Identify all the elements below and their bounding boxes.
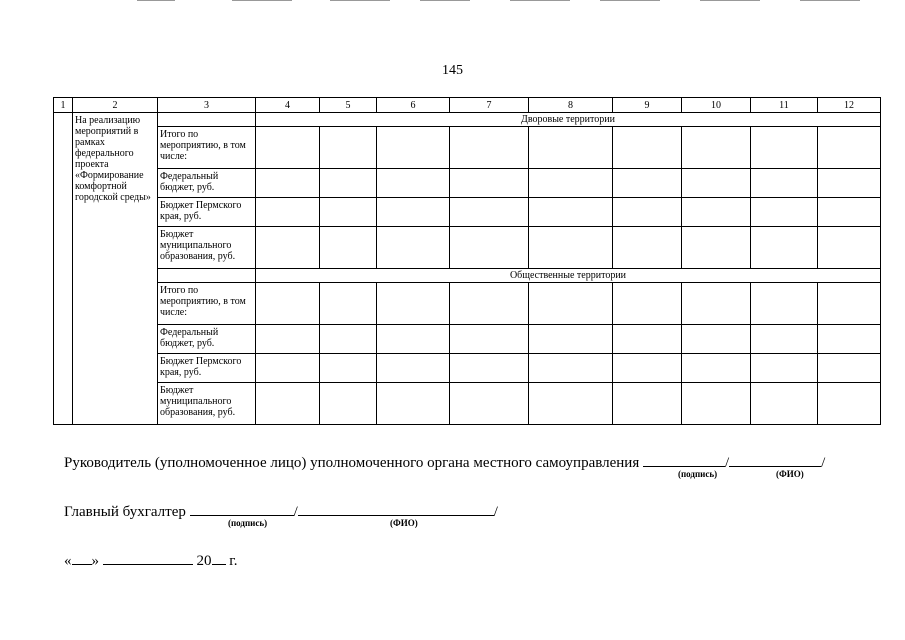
column-header: 5 (320, 98, 377, 113)
section-spacer (158, 269, 256, 283)
accountant-label: Главный бухгалтер (64, 504, 186, 520)
date-year-prefix: 20 (196, 553, 212, 569)
top-edge-lines (0, 0, 905, 4)
column-header: 3 (158, 98, 256, 113)
table-row (54, 198, 881, 227)
row-label: Итого по мероприятию, в том числе: (158, 127, 256, 169)
row-label: Итого по мероприятию, в том числе: (158, 283, 256, 325)
accountant-signature-line (64, 501, 498, 521)
section-title: Дворовые территории (256, 113, 881, 127)
section-spacer (158, 113, 256, 127)
column-header: 6 (377, 98, 450, 113)
table-row (54, 169, 881, 198)
date-year-field[interactable] (212, 550, 226, 565)
table-row (54, 354, 881, 383)
table-row (54, 127, 881, 169)
head-name-caption: (ФИО) (776, 469, 804, 479)
table-row (54, 325, 881, 354)
row-label: Бюджет муниципального образования, руб. (158, 227, 256, 269)
column-header: 9 (613, 98, 682, 113)
head-name-field[interactable] (729, 452, 821, 467)
accountant-signature-field[interactable] (190, 501, 294, 516)
row-label: Бюджет Пермского края, руб. (158, 198, 256, 227)
slash: / (821, 455, 826, 471)
column-header: 11 (751, 98, 818, 113)
column-header: 4 (256, 98, 320, 113)
accountant-name-caption: (ФИО) (390, 518, 418, 528)
column-header: 10 (682, 98, 751, 113)
date-line (64, 550, 237, 570)
table-row (54, 383, 881, 425)
row-label: Бюджет муниципального образования, руб. (158, 383, 256, 425)
slash: / (724, 455, 730, 471)
section-title-row (54, 269, 881, 283)
column-header: 8 (529, 98, 613, 113)
table-header-row (54, 98, 881, 113)
table-row (54, 227, 881, 269)
slash: / (493, 504, 498, 520)
head-signature-field[interactable] (643, 452, 725, 467)
date-day-field[interactable] (72, 550, 92, 565)
head-signature-caption: (подпись) (678, 469, 718, 479)
table-row (54, 283, 881, 325)
date-month-field[interactable] (103, 550, 193, 565)
column-header: 12 (818, 98, 881, 113)
date-close-quote: » (91, 553, 99, 569)
slash: / (293, 504, 298, 520)
accountant-name-field[interactable] (298, 501, 494, 516)
index-cell (54, 113, 73, 425)
page-number: 145 (442, 63, 463, 78)
accountant-signature-caption: (подпись) (228, 518, 268, 528)
row-label: Федеральный бюджет, руб. (158, 169, 256, 198)
head-signature-label: Руководитель (уполномоченное лицо) уполномоченного органа местного самоуправления (64, 455, 640, 471)
column-header: 7 (450, 98, 529, 113)
column-header: 1 (54, 98, 73, 113)
date-year-suffix: г. (229, 553, 238, 569)
row-label: Бюджет Пермского края, руб. (158, 354, 256, 383)
section-title: Общественные территории (256, 269, 881, 283)
column-header: 2 (73, 98, 158, 113)
main-label: На реализацию мероприятий в рамках федерального проекта «Формирование комфортной городской среды» (73, 113, 158, 425)
date-open-quote: « (64, 553, 72, 569)
section-title-row (54, 113, 881, 127)
row-label: Федеральный бюджет, руб. (158, 325, 256, 354)
budget-table (53, 97, 881, 425)
